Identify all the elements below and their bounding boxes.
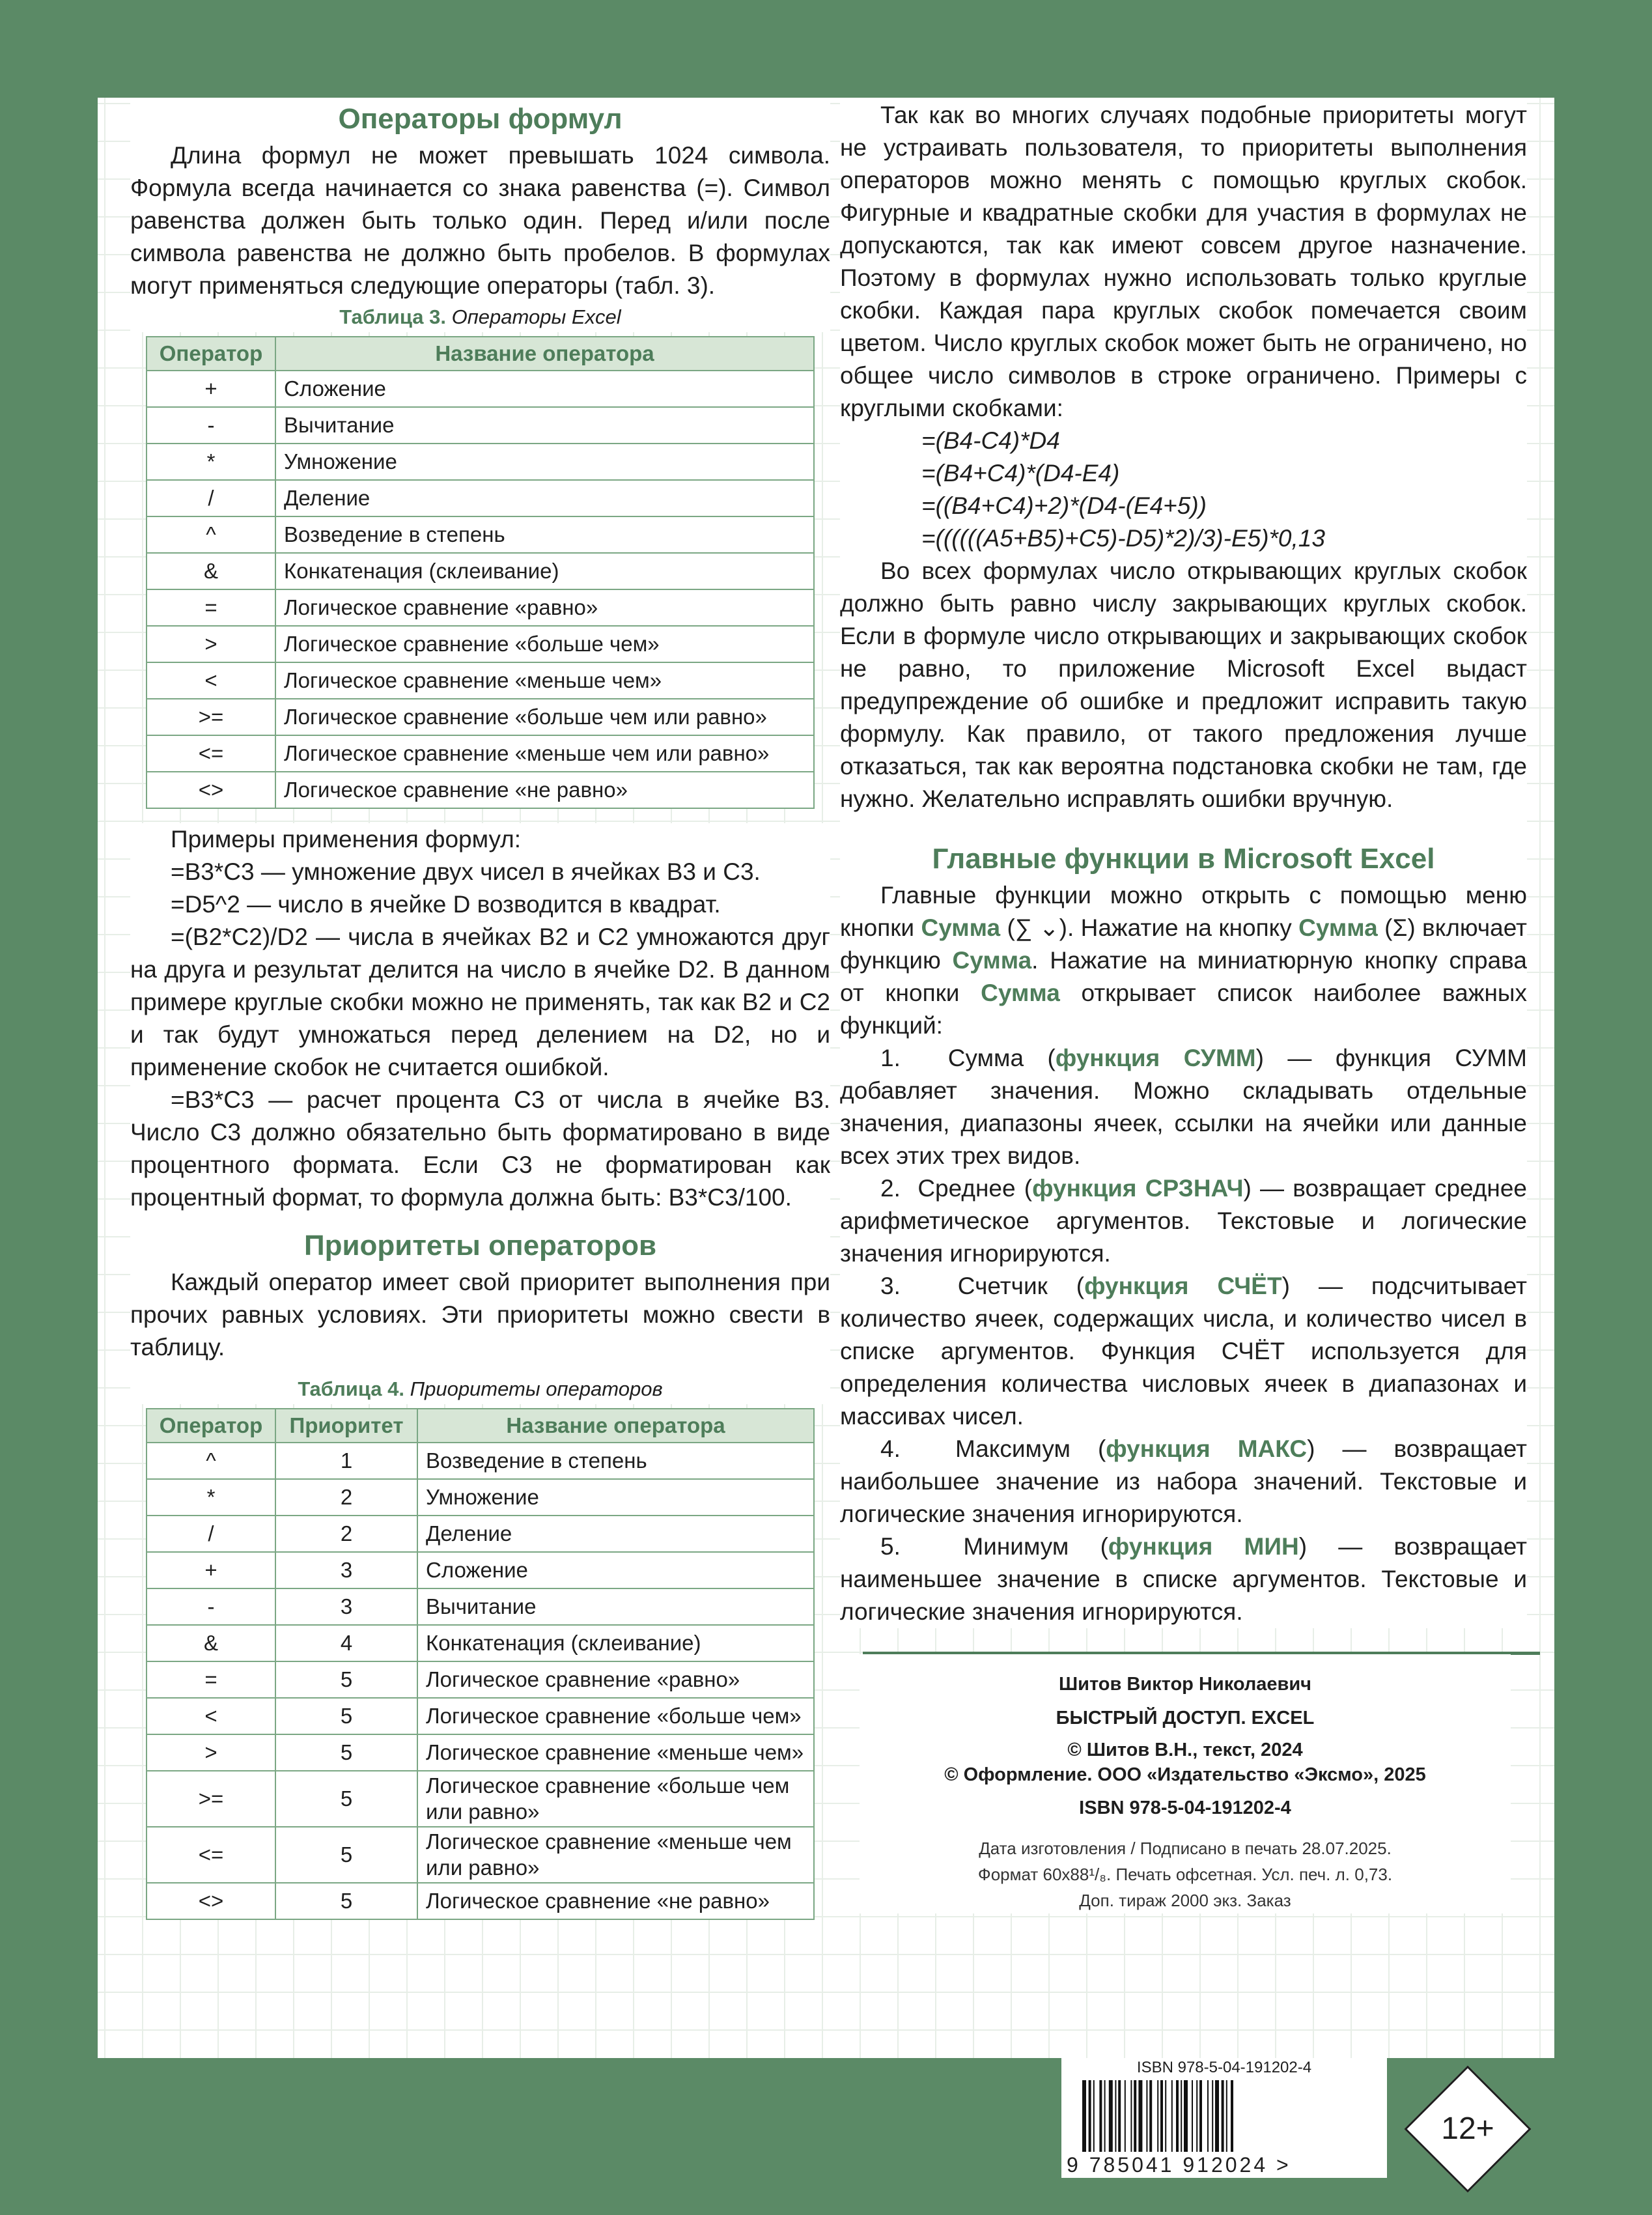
function-item-count: 3. Счетчик (функция СЧЁТ) — подсчитывает количество ячеек, содержащих числа, и количество чисел в списке аргументов. Функция СЧЁТ используется для определения количества числовых ячеек в диапазонах и массивах чисел. — [840, 1273, 1527, 1430]
table4-cell: > — [147, 1734, 275, 1771]
table4-cell: - — [147, 1588, 275, 1625]
table3-row — [147, 553, 814, 589]
example-1: =B3*C3 — умножение двух чисел в ячейках B3 и C3. — [171, 858, 761, 885]
table4-cell: 4 — [275, 1625, 417, 1661]
formula-1: =(B4-C4)*D4 — [921, 427, 1060, 454]
table4-cell: = — [147, 1661, 275, 1698]
imprint-format: Формат 60x88¹/₈. Печать офсетная. Усл. печ. л. 0,73. — [977, 1865, 1393, 1884]
examples-intro: Примеры применения формул: — [171, 826, 522, 853]
table3-row — [147, 407, 814, 444]
table4-cell: Конкатенация (склеивание) — [417, 1625, 814, 1661]
table4-cell: Логическое сравнение «меньше чем или равно» — [417, 1827, 814, 1883]
book-page — [98, 98, 1554, 2177]
barcode-isbn: ISBN 978-5-04-191202-4 — [1136, 2059, 1312, 2076]
table3-row — [147, 589, 814, 626]
table3-row — [147, 735, 814, 772]
table4-cell: Логическое сравнение «меньше чем» — [417, 1734, 814, 1771]
table4-row — [147, 1479, 814, 1516]
table4-cell: Умножение — [417, 1479, 814, 1516]
table4-row — [147, 1516, 814, 1552]
formula-3: =((B4+C4)+2)*(D4-(E4+5)) — [921, 492, 1207, 519]
example-3: =(B2*C2)/D2 — числа в ячейках B2 и C2 умножаются друг на друга и результат делится на число в ячейке D2. В данном примере круглые скобки можно не применять, так как B2 и C2 и так будут умножаться перед делением на D2, но и применение скобок не считается ошибкой. — [130, 924, 830, 1080]
table3-cell: + — [147, 371, 275, 407]
table4-header-operator: Оператор — [147, 1409, 275, 1443]
table4-row — [147, 1661, 814, 1698]
table3-cell: * — [147, 444, 275, 480]
barcode-icon — [1081, 2080, 1302, 2152]
table4-cell: 5 — [275, 1661, 417, 1698]
imprint-isbn: ISBN 978-5-04-191202-4 — [1079, 1798, 1291, 1818]
table3-cell: & — [147, 553, 275, 589]
table3-cell: <= — [147, 735, 275, 772]
table3-row — [147, 516, 814, 553]
table4-cell: Логическое сравнение «равно» — [417, 1661, 814, 1698]
example-4: =B3*C3 — расчет процента C3 от числа в ячейке B3. Число C3 должно обязательно быть форматировано в виде процентного формата. Если C3 не форматирован как процентный формат, то формула должна быть: B3*C3/100. — [130, 1086, 830, 1211]
table4-row — [147, 1771, 814, 1827]
table3-cell: Логическое сравнение «меньше чем или равно» — [275, 735, 814, 772]
table3-cell: / — [147, 480, 275, 516]
table3-row — [147, 662, 814, 699]
operators-title: Операторы формул — [338, 103, 623, 135]
table4-cell: 2 — [275, 1479, 417, 1516]
table3-cell: >= — [147, 699, 275, 735]
table4-row — [147, 1698, 814, 1734]
table4-cell: Возведение в степень — [417, 1443, 814, 1479]
table4-row — [147, 1625, 814, 1661]
age-rating-badge: 12+ — [1404, 2065, 1531, 2192]
table3-cell: Вычитание — [275, 407, 814, 444]
table3-row — [147, 772, 814, 808]
table3-row — [147, 699, 814, 735]
imprint-print-run: Доп. тираж 2000 экз. Заказ — [1079, 1891, 1291, 1910]
imprint-copyright-design: © Оформление. ООО «Издательство «Эксмо», 2025 — [944, 1764, 1426, 1785]
table4-row — [147, 1552, 814, 1588]
table4-cell: <= — [147, 1827, 275, 1883]
table4-cell: < — [147, 1698, 275, 1734]
table4-cell: <> — [147, 1883, 275, 1919]
priorities-title: Приоритеты операторов — [303, 1230, 657, 1262]
table4-caption: Таблица 4. Приоритеты операторов — [298, 1377, 663, 1400]
barcode-block — [1061, 2058, 1387, 2178]
table3-cell: Логическое сравнение «больше чем или равно» — [275, 699, 814, 735]
right-column — [840, 98, 1527, 1628]
barcode-digits: 9 785041 912024 > — [1067, 2153, 1291, 2177]
table4-cell: 3 — [275, 1552, 417, 1588]
table4-header-priority: Приоритет — [275, 1409, 417, 1443]
table3-cell: > — [147, 626, 275, 662]
table4-cell: ^ — [147, 1443, 275, 1479]
table3-cell: Логическое сравнение «меньше чем» — [275, 662, 814, 699]
function-item-min: 5. Минимум (функция МИН) — возвращает наименьшее значение в списке аргументов. Текстовые и логические значения игнорируются. — [840, 1533, 1527, 1625]
table4-cell: * — [147, 1479, 275, 1516]
table4-cell: 3 — [275, 1588, 417, 1625]
table4-row — [147, 1443, 814, 1479]
table3-caption: Таблица 3. Операторы Excel — [339, 305, 621, 328]
table3-cell: Логическое сравнение «равно» — [275, 589, 814, 626]
function-item-sum: 1. Сумма (функция СУММ) — функция СУММ добавляет значения. Можно складывать отдельные значения, диапазоны ячеек, ссылки на ячейки или данные всех этих трех видов. — [840, 1045, 1528, 1169]
table4-cell: Логическое сравнение «больше чем» — [417, 1698, 814, 1734]
table3-cell: Умножение — [275, 444, 814, 480]
table3-header-operator: Оператор — [147, 337, 275, 371]
table4-cell: 2 — [275, 1516, 417, 1552]
table3-header-name: Название оператора — [275, 337, 814, 371]
table3-cell: < — [147, 662, 275, 699]
table4-row — [147, 1734, 814, 1771]
functions-intro: Главные функции можно открыть с помощью меню кнопки Сумма (∑ ⌄). Нажатие на кнопку Сумма (Σ) включает функцию Сумма. Нажатие на миниатюрную кнопку справа от кнопки Сумма открывает список наиболее важных функций: — [840, 882, 1527, 1039]
imprint-date: Дата изготовления / Подписано в печать 28.07.2025. — [979, 1839, 1392, 1858]
table3-operators — [146, 336, 815, 809]
table4-cell: >= — [147, 1771, 275, 1827]
operators-paragraph: Длина формул не может превышать 1024 символа. Формула всегда начинается со знака равенства (=). Символ равенства должен быть только один. Перед и/или после символа равенства не должно быть пробелов. В формулах могут применяться следующие операторы (табл. 3). — [130, 142, 830, 299]
table4-cell: Вычитание — [417, 1588, 814, 1625]
table4-cell: 5 — [275, 1771, 417, 1827]
table3-row — [147, 371, 814, 407]
function-item-average: 2. Среднее (функция СРЗНАЧ) — возвращает среднее арифметическое аргументов. Текстовые и логические значения игнорируются. — [840, 1175, 1527, 1267]
table4-priorities — [146, 1408, 815, 1920]
table4-row — [147, 1588, 814, 1625]
parentheses-paragraph: Так как во многих случаях подобные приоритеты могут не устраивать пользователя, то приоритеты выполнения операторов можно менять с помощью круглых скобок. Фигурные и квадратные скобки для участия в формулах не допускаются, так как имеют совсем другое назначение. Поэтому в формулах нужно использовать только круглые скобки. Каждая пара круглых скобок помечается своим цветом. Число круглых скобок может быть не ограничено, но общее число символов в строке ограничено. Примеры с круглыми скобками: — [840, 102, 1527, 421]
left-column — [130, 98, 830, 1920]
table4-cell: & — [147, 1625, 275, 1661]
imprint-block — [860, 1654, 1511, 1913]
table4-row — [147, 1827, 814, 1883]
table3-cell: - — [147, 407, 275, 444]
table4-cell: / — [147, 1516, 275, 1552]
table3-cell: Деление — [275, 480, 814, 516]
table4-header-name: Название оператора — [417, 1409, 814, 1443]
formula-4: =((((((A5+B5)+C5)-D5)*2)/3)-E5)*0,13 — [921, 525, 1325, 552]
table3-row — [147, 480, 814, 516]
table4-cell: 5 — [275, 1883, 417, 1919]
table3-row — [147, 444, 814, 480]
priorities-paragraph: Каждый оператор имеет свой приоритет выполнения при прочих равных условиях. Эти приоритеты можно свести в таблицу. — [130, 1269, 830, 1361]
table4-row — [147, 1883, 814, 1919]
table4-cell: 5 — [275, 1698, 417, 1734]
example-2: =D5^2 — число в ячейке D возводится в квадрат. — [171, 891, 721, 918]
table4-cell: 5 — [275, 1827, 417, 1883]
table4-cell: Логическое сравнение «больше чем или равно» — [417, 1771, 814, 1827]
function-item-max: 4. Максимум (функция МАКС) — возвращает наибольшее значение из набора значений. Текстовые и логические значения игнорируются. — [840, 1435, 1527, 1527]
functions-title: Главные функции в Microsoft Excel — [932, 843, 1435, 875]
imprint-title: БЫСТРЫЙ ДОСТУП. EXCEL — [1056, 1708, 1315, 1728]
table3-cell: Сложение — [275, 371, 814, 407]
table3-cell: = — [147, 589, 275, 626]
imprint-copyright-text: © Шитов В.Н., текст, 2024 — [1067, 1740, 1303, 1760]
table4-cell: + — [147, 1552, 275, 1588]
table4-cell: 5 — [275, 1734, 417, 1771]
brackets-paragraph: Во всех формулах число открывающих круглых скобок должно быть равно числу закрывающих круглых скобок. Если в формуле число открывающих и закрывающих скобок не равно, то приложение Microsoft Excel выдаст предупреждение об ошибке и предложит исправить такую формулу. Как правило, от такого предложения лучше отказаться, так как вероятна подстановка скобки не там, где нужно. Желательно исправлять ошибки вручную. — [840, 557, 1527, 812]
table3-cell: ^ — [147, 516, 275, 553]
table4-cell: Логическое сравнение «не равно» — [417, 1883, 814, 1919]
table4-cell: Сложение — [417, 1552, 814, 1588]
imprint-author: Шитов Виктор Николаевич — [1058, 1674, 1312, 1695]
table3-cell: Логическое сравнение «больше чем» — [275, 626, 814, 662]
table4-cell: Деление — [417, 1516, 814, 1552]
table3-cell: Конкатенация (склеивание) — [275, 553, 814, 589]
formula-2: =(B4+C4)*(D4-E4) — [921, 460, 1120, 487]
table3-cell: Возведение в степень — [275, 516, 814, 553]
table3-cell: Логическое сравнение «не равно» — [275, 772, 814, 808]
table3-row — [147, 626, 814, 662]
table4-cell: 1 — [275, 1443, 417, 1479]
table3-cell: <> — [147, 772, 275, 808]
